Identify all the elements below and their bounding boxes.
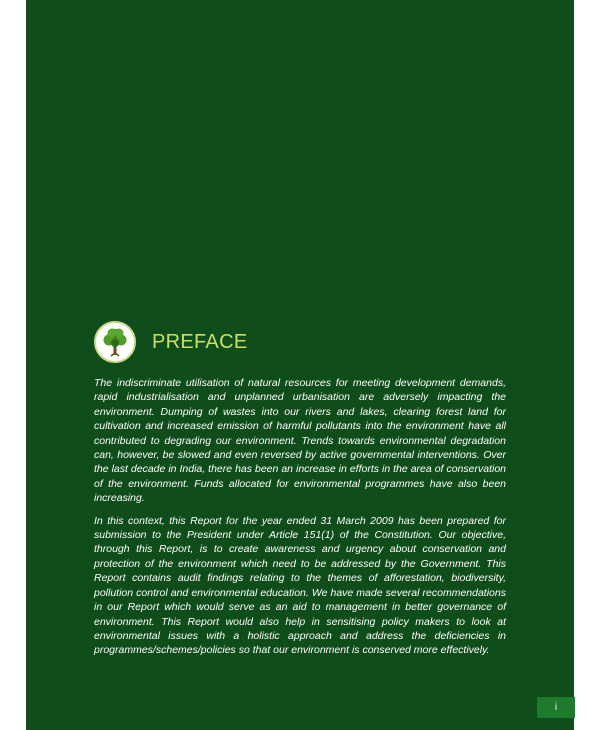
section-heading	[94, 319, 247, 365]
page-title: PREFACE	[152, 331, 248, 353]
preface-body	[94, 376, 506, 666]
tree-emblem-icon	[94, 321, 136, 363]
paragraph: The indiscriminate utilisation of natural resources for meeting development demands, rapid industrialisation and unplanned urbanisation are adversely impacting the environment. Dumping of wastes into our rivers and lakes, clearing forest land for cultivation and increased emission of harmful pollutants into the environment have all contributed to degrading our environment. Trends towards environmental degradation can, however, be slowed and even reversed by active governmental interventions. Over the last decade in India, there has been an increase in efforts in the area of conservation of the environment. Funds allocated for environmental programmes have also been increasing.	[94, 377, 506, 505]
paragraph: In this context, this Report for the year ended 31 March 2009 has been prepared for submission to the President under Article 151(1) of the Constitution. Our objective, through this Report, is to create awareness and urgency about conservation and protection of the environment which need to be addressed by the Government. This Report contains audit findings relating to the themes of afforestation, biodiversity, pollution control and environmental education. We have made several recommendations in our Report which would serve as an aid to management in better governance of environment. This Report would also help in sensitising policy makers to look at environmental issues with a holistic approach and address the deficiencies in programmes/schemes/policies so that our environment is conserved more effectively.	[94, 514, 506, 657]
page-number: i	[537, 697, 575, 718]
document-page	[26, 0, 574, 730]
